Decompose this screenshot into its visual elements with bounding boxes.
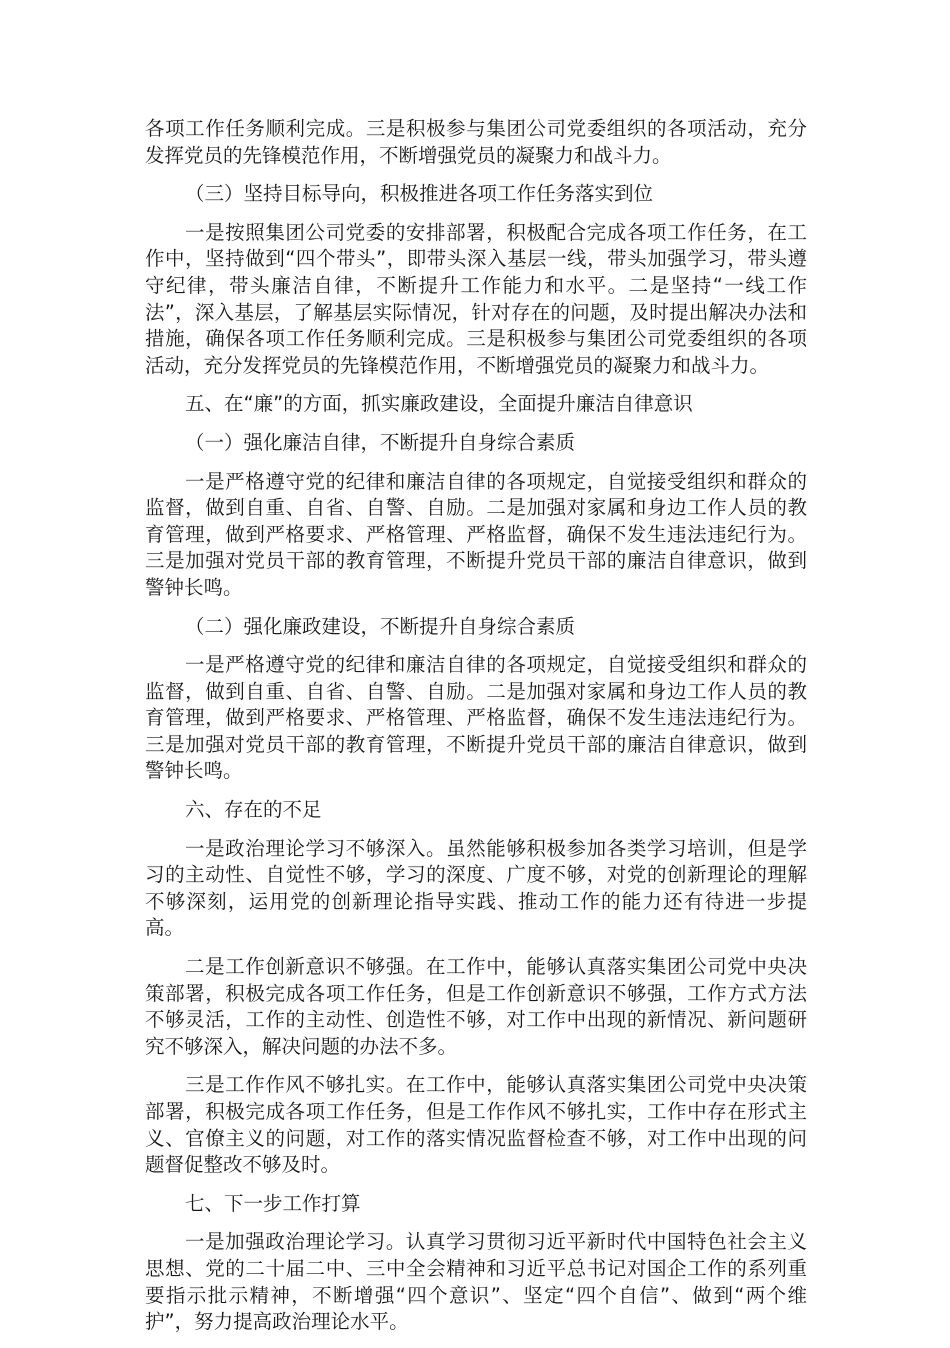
section-heading-5: 五、在“廉”的方面，抓实廉政建设，全面提升廉洁自律意识	[185, 392, 693, 416]
paragraph-continued-text: 各项工作任务顺利完成。三是积极参与集团公司党委组织的各项活动，充分发挥党员的先锋模范作用，不断增强党员的凝聚力和战斗力。	[145, 117, 807, 167]
paragraph-text: 一是政治理论学习不够深入。虽然能够积极参加各类学习培训，但是学习的主动性、自觉性不够，学习的深度、广度不够，对党的创新理论的理解不够深刻，运用党的创新理论指导实践、推动工作的能力还有待进一步提高。	[145, 836, 807, 940]
subheading-1: （一）强化廉洁自律，不断提升自身综合素质	[185, 430, 576, 454]
paragraph-text: 一是严格遵守党的纪律和廉洁自律的各项规定，自觉接受组织和群众的监督，做到自重、自省、自警、自励。二是加强对家属和身边工作人员的教育管理，做到严格要求、严格管理、严格监督，确保不发生违法违纪行为。三是加强对党员干部的教育管理，不断提升党员干部的廉洁自律意识，做到警钟长鸣。	[145, 653, 807, 783]
paragraph-text: 三是工作作风不够扎实。在工作中，能够认真落实集团公司党中央决策部署，积极完成各项工作任务，但是工作作风不够扎实，工作中存在形式主义、官僚主义的问题，对工作的落实情况监督检查不够，对工作中出现的问题督促整改不够及时。	[145, 1073, 807, 1177]
subheading-2: （二）强化廉政建设，不断提升自身综合素质	[185, 614, 576, 638]
section-heading-7: 七、下一步工作打算	[185, 1191, 361, 1215]
paragraph-text: 一是加强政治理论学习。认真学习贯彻习近平新时代中国特色社会主义思想、党的二十届二中、三中全会精神和习近平总书记对国企工作的系列重要指示批示精神，不断增强“四个意识”、坚定“四个自信”、做到“两个维护”，努力提高政治理论水平。	[145, 1230, 807, 1334]
paragraph-text: 一是严格遵守党的纪律和廉洁自律的各项规定，自觉接受组织和群众的监督，做到自重、自省、自警、自励。二是加强对家属和身边工作人员的教育管理，做到严格要求、严格管理、严格监督，确保不发生违法违纪行为。三是加强对党员干部的教育管理，不断提升党员干部的廉洁自律意识，做到警钟长鸣。	[145, 469, 807, 599]
paragraph-text: 二是工作创新意识不够强。在工作中，能够认真落实集团公司党中央决策部署，积极完成各项工作任务，但是工作创新意识不够强，工作方式方法不够灵活，工作的主动性、创造性不够，对工作中出现的新情况、新问题研究不够深入，解决问题的办法不多。	[145, 955, 807, 1058]
subheading-3: （三）坚持目标导向，积极推进各项工作任务落实到位	[185, 182, 654, 206]
document-page	[145, 116, 807, 1348]
section-heading-6: 六、存在的不足	[185, 798, 322, 822]
paragraph-text: 一是按照集团公司党委的安排部署，积极配合完成各项工作任务，在工作中，坚持做到“四个带头”，即带头深入基层一线，带头加强学习，带头遵守纪律，带头廉洁自律，不断提升工作能力和水平。二是坚持“一线工作法”，深入基层，了解基层实际情况，针对存在的问题，及时提出解决办法和措施，确保各项工作任务顺利完成。三是积极参与集团公司党委组织的各项活动，充分发挥党员的先锋模范作用，不断增强党员的凝聚力和战斗力。	[145, 220, 807, 377]
